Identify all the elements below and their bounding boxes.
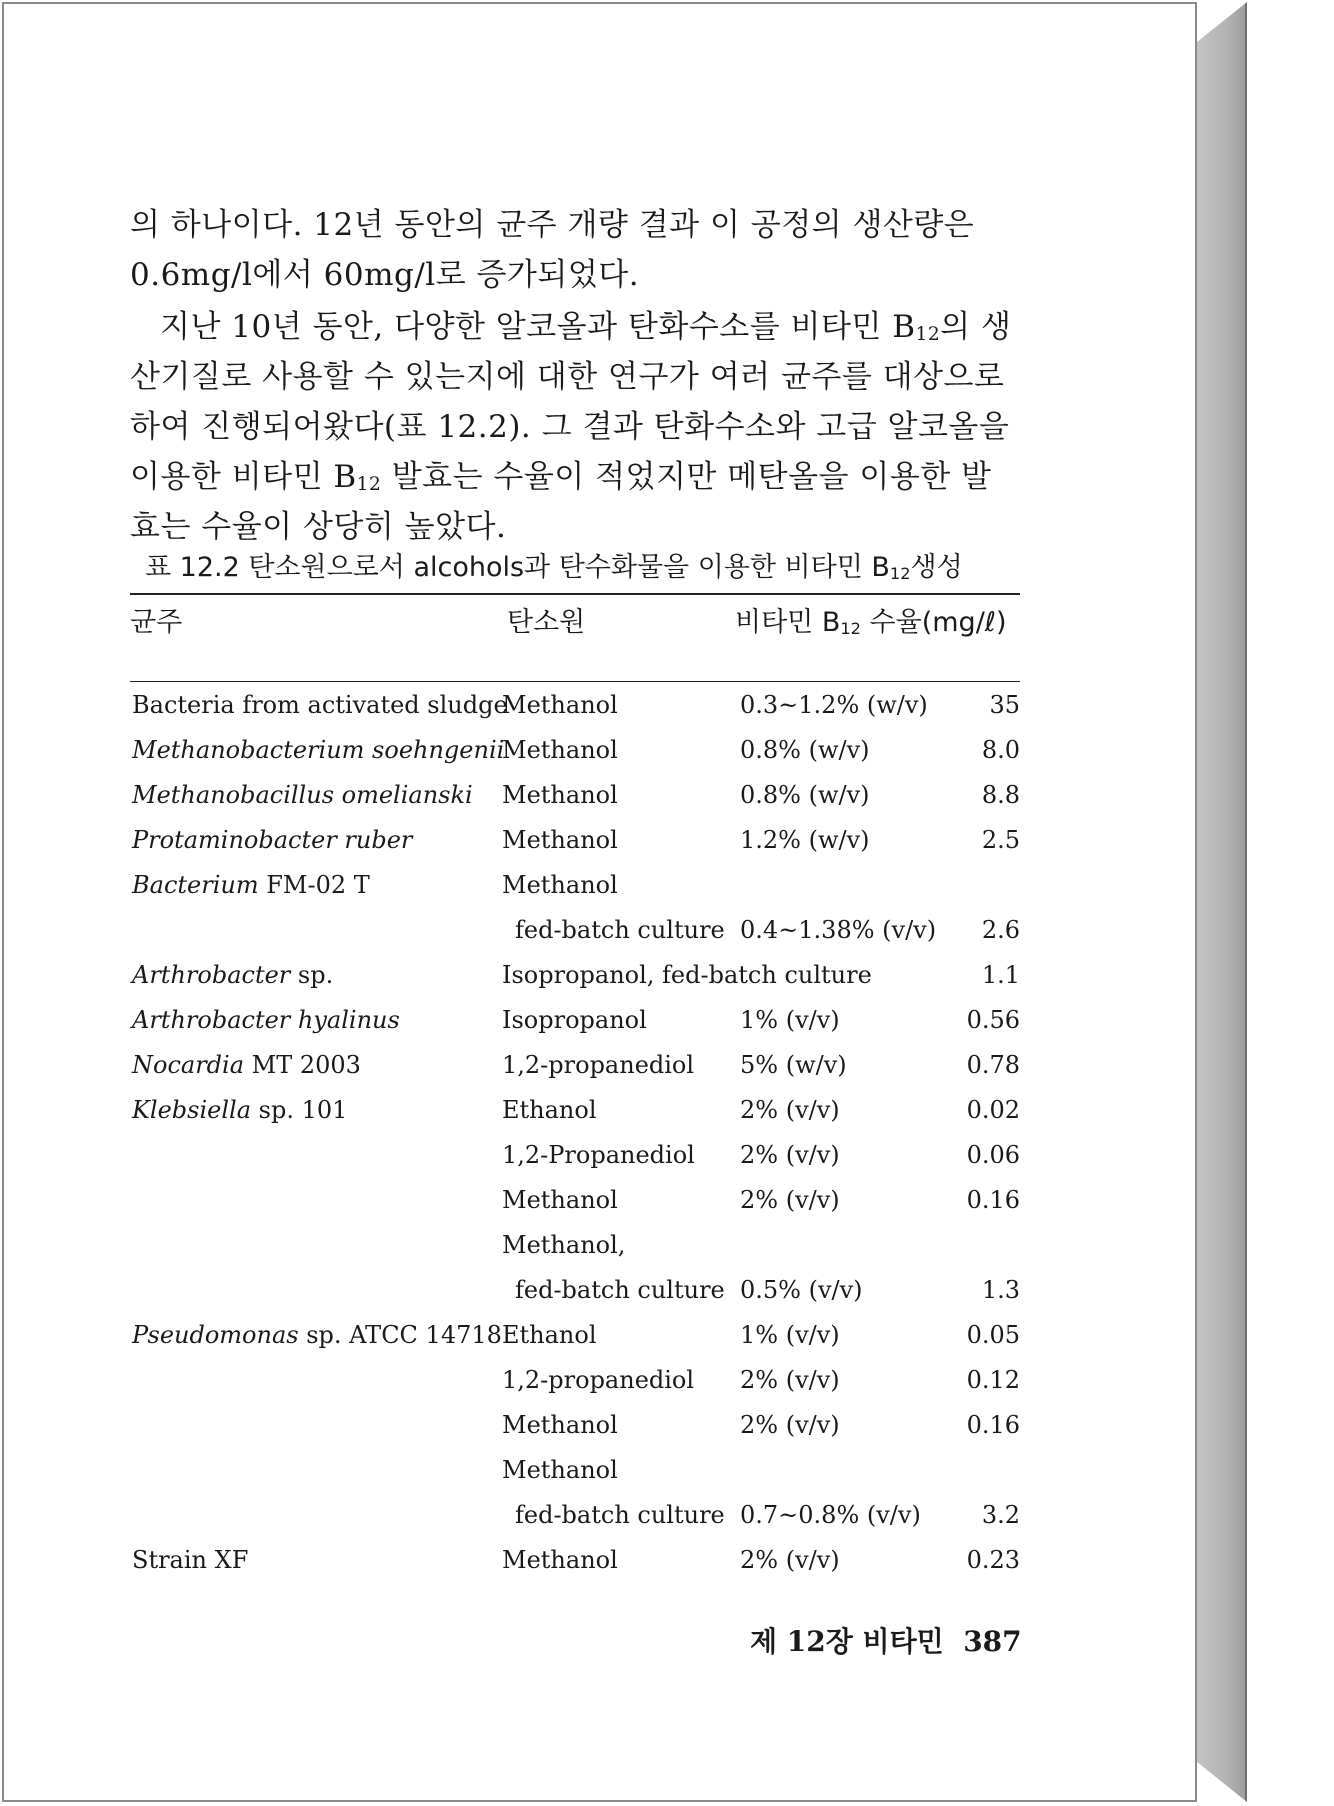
cell-yield: 3.2: [981, 1501, 1020, 1529]
cell-organism: Arthrobacter hyalinus: [132, 1006, 400, 1034]
cell-carbon-source: Methanol: [502, 1546, 618, 1574]
cell-concentration: 2% (v/v): [740, 1366, 840, 1394]
table-body: [0, 685, 1100, 1585]
cell-concentration: 2% (v/v): [740, 1546, 840, 1574]
header-carbon-source: 탄소원: [507, 607, 586, 638]
cell-organism: Pseudomonas sp. ATCC 14718: [132, 1321, 502, 1349]
cell-yield: 8.8: [981, 781, 1020, 809]
cell-carbon-source: fed-batch culture: [515, 1276, 725, 1304]
cell-carbon-source: Methanol,: [502, 1231, 626, 1259]
cell-concentration: 0.8% (w/v): [740, 736, 870, 764]
header-yield-subscript: 12: [840, 619, 861, 638]
cell-carbon-source: Isopropanol, fed-batch culture: [502, 961, 872, 989]
cell-yield: 2.6: [981, 916, 1020, 944]
cell-yield: 35: [989, 691, 1020, 719]
cell-concentration: 0.3~1.2% (w/v): [740, 691, 928, 719]
cell-carbon-source: Methanol: [502, 736, 618, 764]
table-row: [0, 1315, 1100, 1360]
cell-carbon-source: 1,2-propanediol: [502, 1051, 695, 1079]
cell-carbon-source: Methanol: [502, 781, 618, 809]
table-row: [0, 775, 1100, 820]
cell-concentration: 2% (v/v): [740, 1411, 840, 1439]
cell-concentration: 0.5% (v/v): [740, 1276, 863, 1304]
cell-yield: 0.78: [966, 1051, 1020, 1079]
cell-yield: 2.5: [981, 826, 1020, 854]
table-row: [0, 1540, 1100, 1585]
table-row: [0, 1495, 1100, 1540]
header-yield-part-b: 수율(mg/ℓ): [860, 607, 1007, 638]
table-row: [0, 910, 1100, 955]
caption-subscript: 12: [889, 564, 911, 583]
cell-yield: 0.12: [966, 1366, 1020, 1394]
table-row: [0, 1180, 1100, 1225]
genus-name: Arthrobacter: [132, 961, 291, 989]
header-yield-part-a: 비타민 B: [735, 607, 841, 638]
caption-part-b: 생성: [910, 552, 963, 583]
table-row: [0, 1090, 1100, 1135]
cell-yield: 0.05: [966, 1321, 1020, 1349]
cell-concentration: 1.2% (w/v): [740, 826, 870, 854]
genus-name: Bacterium: [132, 871, 259, 899]
caption-part-a: 표 12.2 탄소원으로서 alcohols과 탄수화물을 이용한 비타민 B: [145, 552, 890, 583]
cell-yield: 0.16: [966, 1411, 1020, 1439]
genus-name: Nocardia: [132, 1051, 245, 1079]
footer-page-number: 387: [963, 1625, 1022, 1658]
table-row: [0, 955, 1100, 1000]
cell-concentration: 2% (v/v): [740, 1096, 840, 1124]
cell-carbon-source: 1,2-propanediol: [502, 1366, 695, 1394]
cell-organism: Protaminobacter ruber: [132, 826, 413, 854]
table-row: [0, 1135, 1100, 1180]
cell-carbon-source: Methanol: [502, 1411, 618, 1439]
header-yield: [735, 600, 1006, 639]
table-row: [0, 1045, 1100, 1090]
cell-organism: Arthrobacter sp.: [132, 961, 334, 989]
cell-carbon-source: Isopropanol: [502, 1006, 647, 1034]
cell-yield: 0.16: [966, 1186, 1020, 1214]
page-stack-edge: [1197, 2, 1247, 1802]
cell-yield: 1.1: [981, 961, 1020, 989]
cell-concentration: 2% (v/v): [740, 1141, 840, 1169]
cell-yield: 8.0: [981, 736, 1020, 764]
cell-organism: Strain XF: [132, 1546, 249, 1574]
intro-p2-subscript-2: 12: [356, 474, 382, 495]
cell-carbon-source: fed-batch culture: [515, 1501, 725, 1529]
intro-p2-subscript: 12: [915, 324, 941, 345]
cell-organism: Bacterium FM-02 T: [132, 871, 370, 899]
intro-p2-part-b: 의 생산기질로 사용할 수 있는지에 대한 연구가 여러 균주를 대상으로 하여 진행되어왔다(표 12.2). 그 결과 탄화수소와 고급 알코올을 이용한 비타민 B: [130, 309, 1012, 495]
table-row: [0, 820, 1100, 865]
cell-organism: Nocardia MT 2003: [132, 1051, 361, 1079]
cell-carbon-source: fed-batch culture: [515, 916, 725, 944]
cell-concentration: 2% (v/v): [740, 1186, 840, 1214]
cell-yield: 0.02: [966, 1096, 1020, 1124]
cell-organism: Bacteria from activated sludge: [132, 691, 508, 719]
table-header-rule: [130, 681, 1020, 682]
page-footer: [750, 1620, 1022, 1660]
table-row: [0, 1270, 1100, 1315]
cell-concentration: 1% (v/v): [740, 1321, 840, 1349]
cell-concentration: 5% (w/v): [740, 1051, 847, 1079]
cell-concentration: 1% (v/v): [740, 1006, 840, 1034]
cell-yield: 0.23: [966, 1546, 1020, 1574]
cell-concentration: 0.7~0.8% (v/v): [740, 1501, 921, 1529]
header-organism: 균주: [130, 607, 183, 638]
table-row: [0, 1000, 1100, 1045]
cell-carbon-source: Methanol: [502, 826, 618, 854]
cell-carbon-source: Ethanol: [502, 1321, 597, 1349]
cell-yield: 1.3: [981, 1276, 1020, 1304]
genus-name: Pseudomonas: [132, 1321, 299, 1349]
table-row: [0, 1225, 1100, 1270]
cell-carbon-source: 1,2-Propanediol: [502, 1141, 695, 1169]
cell-carbon-source: Methanol: [502, 1186, 618, 1214]
footer-chapter: 제 12장 비타민: [750, 1625, 944, 1658]
table-row: [0, 1360, 1100, 1405]
table-caption: [145, 545, 963, 584]
cell-concentration: 0.8% (w/v): [740, 781, 870, 809]
cell-carbon-source: Ethanol: [502, 1096, 597, 1124]
cell-yield: 0.06: [966, 1141, 1020, 1169]
table-row: [0, 685, 1100, 730]
genus-name: Klebsiella: [132, 1096, 252, 1124]
intro-p2-part-c: 발효는 수율이 적었지만 메탄올을 이용한 발효는 수율이 상당히 높았다.: [130, 459, 992, 545]
intro-paragraph-2: [130, 302, 1015, 552]
cell-organism: Methanobacterium soehngenii: [132, 736, 505, 764]
cell-concentration: 0.4~1.38% (v/v): [740, 916, 937, 944]
table-top-rule: [130, 593, 1020, 595]
table-row: [0, 1405, 1100, 1450]
cell-organism: Methanobacillus omelianski: [132, 781, 473, 809]
table-row: [0, 1450, 1100, 1495]
cell-organism: Klebsiella sp. 101: [132, 1096, 348, 1124]
cell-carbon-source: Methanol: [502, 871, 618, 899]
intro-paragraph-1: 의 하나이다. 12년 동안의 균주 개량 결과 이 공정의 생산량은 0.6mg/l에서 60mg/l로 증가되었다.: [130, 207, 975, 293]
table-row: [0, 865, 1100, 910]
table-row: [0, 730, 1100, 775]
cell-yield: 0.56: [966, 1006, 1020, 1034]
cell-carbon-source: Methanol: [502, 691, 618, 719]
cell-carbon-source: Methanol: [502, 1456, 618, 1484]
intro-p2-part-a: 지난 10년 동안, 다양한 알코올과 탄화수소를 비타민 B: [160, 309, 916, 345]
